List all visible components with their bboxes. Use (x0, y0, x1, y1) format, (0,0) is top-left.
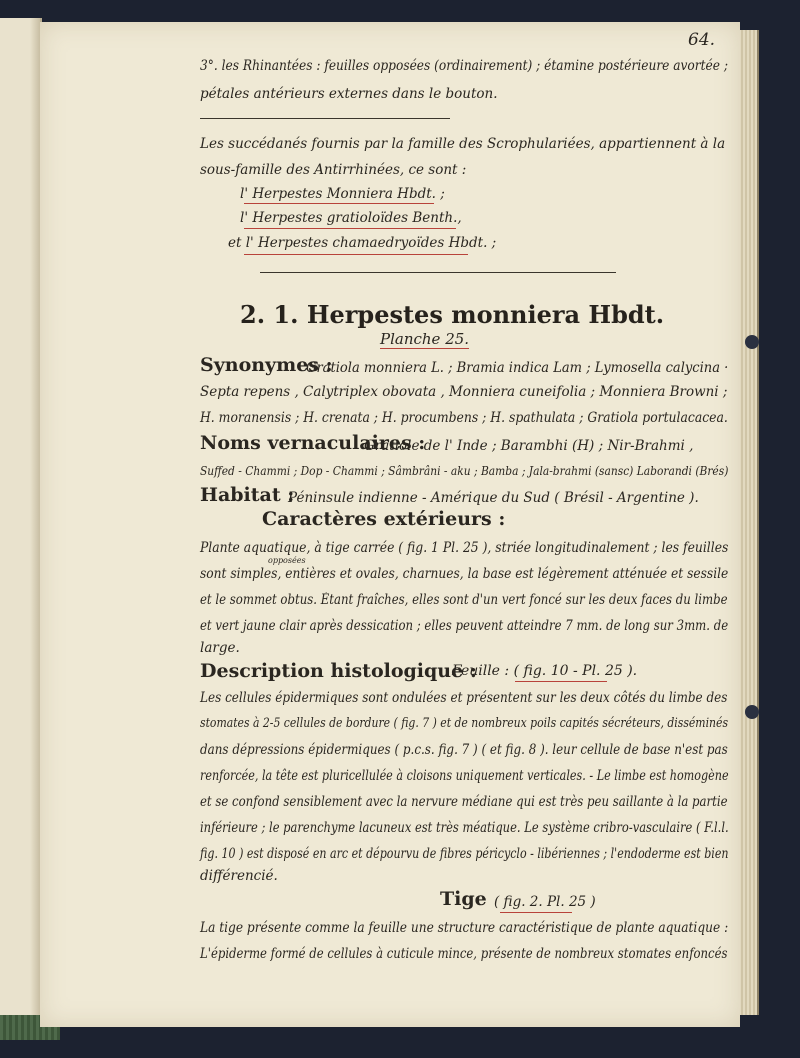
text-line: Suffed - Chammi ; Dop - Chammi ; Sâmbrâni - aku ; Bamba ; Jala-brahmi (sansc) Laborandi (Brés) (200, 463, 729, 478)
red-underline (515, 681, 607, 682)
text-line: sont simples, entières et ovales, charnues, la base est légèrement atténuée et sessile (200, 566, 729, 582)
page-number: 64. (688, 30, 716, 50)
text-line: Les succédanés fournis par la famille des Scrophulariées, appartiennent à la (200, 136, 726, 152)
species-line: l' Herpestes gratioloïdes Benth., (240, 210, 462, 226)
separator-rule (200, 118, 450, 119)
text-line: dans dépressions épidermiques ( p.c.s. fig. 7 ) ( et fig. 8 ). leur cellule de base n'est pas (200, 742, 728, 758)
text-line: L'épiderme formé de cellules à cuticule mince, présente de nombreux stomates enfoncés (200, 946, 728, 962)
text-line: sous-famille des Antirrhinées, ce sont : (200, 162, 467, 178)
red-underline (244, 254, 468, 255)
text-line: Gratiole de l' Inde ; Barambhi (H) ; Nir-Brahmi , (364, 438, 694, 454)
binding-hole (745, 705, 759, 719)
stem-figure-ref: ( fig. 2. Pl. 25 ) (494, 894, 596, 910)
stem-heading: Tige (440, 888, 487, 910)
histology-heading: Description histologique : (200, 660, 477, 682)
red-underline (244, 228, 456, 229)
text-line: Les cellules épidermiques sont ondulées et présentent sur les deux côtés du limbe des (200, 690, 728, 706)
text-line: Plante aquatique, à tige carrée ( fig. 1 Pl. 25 ), striée longitudinalement ; les feuilles (200, 540, 729, 556)
text-line: inférieure ; le parenchyme lacuneux est très méatique. Le système cribro-vasculaire ( F.l.l. (200, 820, 729, 836)
text-line: Péninsule indienne - Amérique du Sud ( Brésil - Argentine ). (288, 490, 699, 506)
vernacular-heading: Noms vernaculaires : (200, 432, 426, 454)
species-title: 2. 1. Herpestes monniera Hbdt. (240, 300, 665, 329)
text-line: La tige présente comme la feuille une structure caractéristique de plante aquatique : (200, 920, 729, 936)
text-line: Gratiola monniera L. ; Brami​a indica Lam ; Lymosella calycina · (306, 360, 729, 376)
characters-heading: Caractères extérieurs : (262, 508, 506, 530)
text-line: et se confond sensiblement avec la nervure médiane qui est très peu saillante à la partie (200, 794, 728, 810)
interlinear-insert: opposées (268, 556, 306, 565)
text-line: H. moranensis ; H. crenata ; H. procumbens ; H. spathulata ; Gratiola portulacacea. (200, 410, 728, 426)
text-line: 3°. les Rhinantées : feuilles opposées (ordinairement) ; étamine postérieure avortée ; (200, 58, 728, 74)
text-line: fig. 10 ) est disposé en arc et dépourvu de fibres péricyclo - libériennes ; l'endoderme est bien (200, 846, 729, 862)
red-underline (500, 912, 572, 913)
leaf-subheading: Feuille : ( fig. 10 - Pl. 25 ). (452, 663, 638, 679)
red-underline (244, 203, 434, 204)
text-line: et vert jaune clair après dessication ; elles peuvent atteindre 7 mm. de long sur 3mm. de (200, 618, 729, 634)
text-line: différencié. (200, 868, 278, 884)
text-line: et le sommet obtus. Étant fraîches, elles sont d'un vert foncé sur les deux faces du limbe (200, 592, 728, 608)
text-line: Septa repens , Calytriplex obovata , Monniera cuneifolia ; Monniera Browni ; (200, 384, 728, 400)
text-line: renforcée, la tête est pluricellulée à cloisons uniquement verticales. - Le limbe est homogène (200, 768, 729, 784)
synonyms-heading: Synonymes : (200, 354, 333, 376)
text-line: stomates à 2-5 cellules de bordure ( fig. 7 ) et de nombreux poils capités sécréteurs, disséminés (200, 716, 729, 731)
plate-reference: Planche 25. (380, 330, 470, 348)
text-line: large. (200, 640, 240, 656)
species-line: et l' Herpestes chamaedryoïdes Hbdt. ; (228, 235, 497, 251)
binding-hole (745, 335, 759, 349)
text-line: pétales antérieurs externes dans le bouton. (200, 86, 498, 102)
left-page-edge (0, 18, 42, 1028)
habitat-heading: Habitat : (200, 484, 295, 506)
species-line: l' Herpestes Monniera Hbdt. ; (240, 186, 445, 202)
separator-rule (260, 272, 616, 273)
